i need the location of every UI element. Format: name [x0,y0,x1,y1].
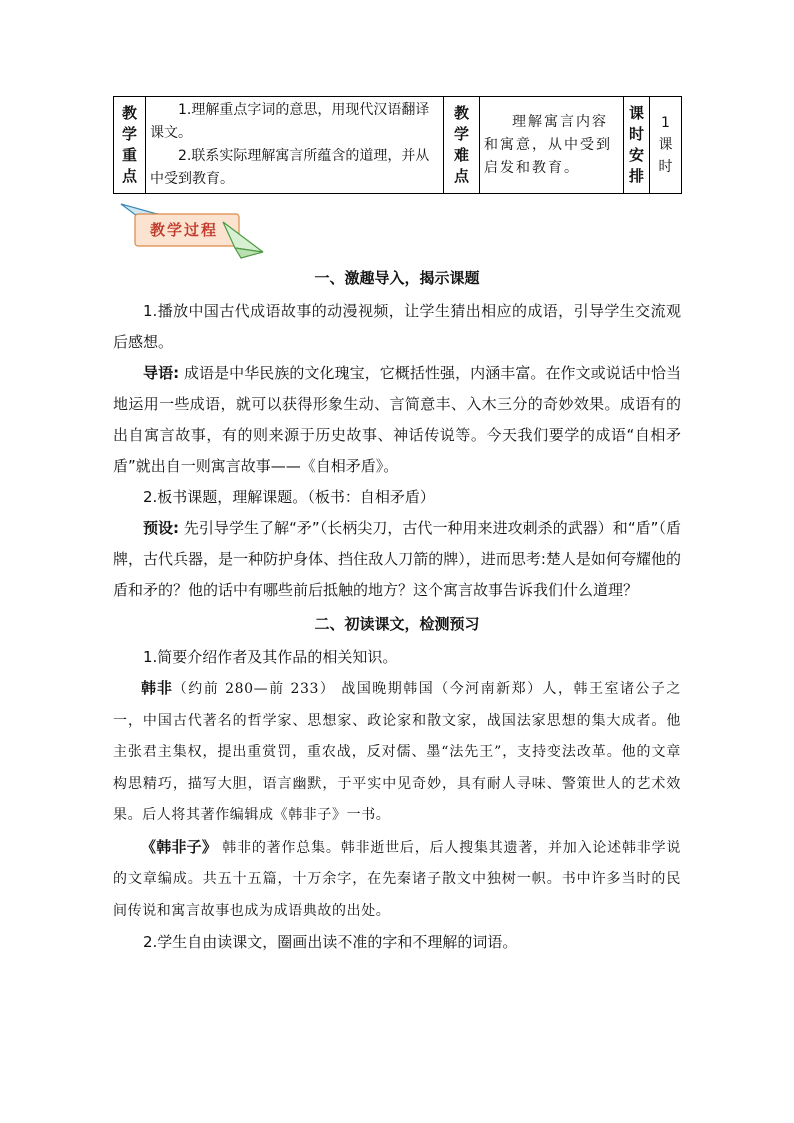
banner-label: 教学过程 [149,220,218,239]
section-heading: 一、激趣导入，揭示课题 [314,269,480,287]
difficulty-header: 教 学 难 点 [444,97,480,194]
intro-paragraph: 导语: 成语是中华民族的文化瑰宝，它概括性强，内涵丰富。在作文或说话中恰当地运用一些成语，就可以获得形象生动、言简意丰、入木三分的奇妙效果。成语有的出自寓言故事，有的则来源于历史故事、神话传说等。今天我们要学的成语“自相矛盾”就出自一则寓言故事——《自相矛盾》。 [113,364,682,475]
book-name: 《韩非子》 [141,837,218,856]
author-bio: 韩非（约前 280—前 233） 战国晚期韩国（今河南新郑）人，韩王室诸公子之一，中国古代著名的哲学家、思想家、政论家和散文家，战国法家思想的集大成者。他主张君主集权，提出重赏罚，重农战，反对儒、墨“法先王”，支持变法改革。他的文章构思精巧，描写大胆，语言幽默，于平实中见奇妙，具有耐人寻味、警策世人的艺术效果。后人将其著作编辑成《韩非子》一书。 [113,679,681,823]
lesson-plan-page [113,96,681,958]
schedule-value: 1 课 时 [650,97,682,194]
schedule-header: 课 时 安 排 [624,97,650,194]
paragraph: 1.简要介绍作者及其作品的相关知识。 [143,648,398,666]
focus-item: 1.理解重点字词的意思，用现代汉语翻译课文。 [150,102,430,141]
focus-content [146,97,444,194]
book-description: 《韩非子》 韩非的著作总集。韩非逝世后，后人搜集其遗著，并加入论述韩非学说的文章编成。共五十五篇，十万余字，在先秦诸子散文中独树一帜。书中许多当时的民间传说和寓言故事也成为成语典故的出处。 [113,837,681,919]
paragraph: 1.播放中国古代成语故事的动漫视频，让学生猜出相应的成语，引导学生交流观后感想。 [113,302,681,351]
paragraph: 2.板书课题，理解课题。（板书：自相矛盾） [143,488,435,506]
paragraph: 2.学生自由读课文，圈画出读不准的字和不理解的词语。 [143,933,518,951]
focus-header: 教 学 重 点 [114,97,146,194]
intro-label: 导语: [143,364,180,382]
difficulty-content: 理解寓言内容和寓意，从中受到启发和教育。 [480,97,624,194]
section-heading: 二、初读课文，检测预习 [314,615,480,633]
teaching-process-banner [113,200,681,262]
author-name: 韩非 [141,679,173,697]
teaching-info-table [113,96,682,194]
focus-item: 2.联系实际理解寓言所蕴含的道理，并从中受到教育。 [150,148,430,187]
preset-paragraph: 预设: 先引导学生了解“矛”（长柄尖刀，古代一种用来进攻刺杀的武器）和“盾”（盾牌，古代兵器，是一种防护身体、挡住敌人刀箭的牌），进而思考:楚人是如何夸耀他的盾和矛的？他的话中有哪些前后抵触的地方？这个寓言故事告诉我们什么道理？ [113,519,681,599]
preset-label: 预设: [143,519,180,537]
